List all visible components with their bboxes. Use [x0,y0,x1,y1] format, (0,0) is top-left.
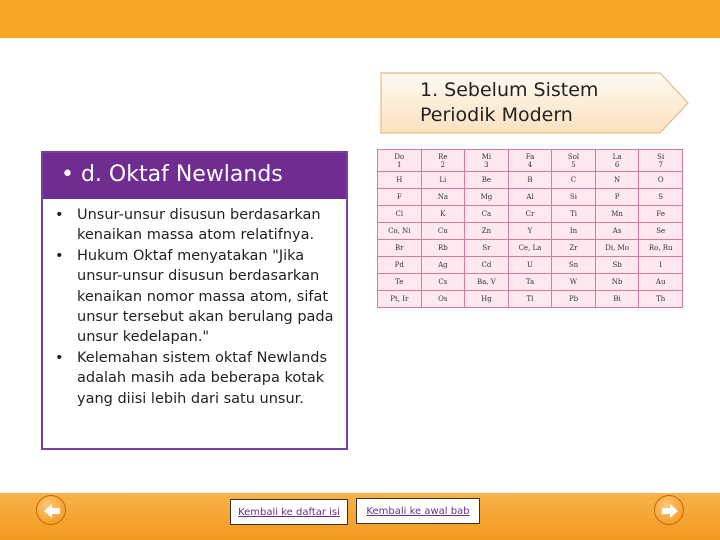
element-cell: Pb [552,291,596,308]
arrow-right-icon [660,501,680,521]
note-name: Mi [481,152,492,161]
table-row [378,223,683,240]
element-cell: Cd [465,257,509,274]
table-row [378,189,683,206]
element-cell: Ca [465,206,509,223]
element-cell: Pd [378,257,422,274]
element-cell: Hg [465,291,509,308]
element-cell: Cr [508,206,552,223]
element-cell: Y [508,223,552,240]
element-cell: Li [421,172,465,189]
element-cell: F [378,189,422,206]
element-cell: N [595,172,639,189]
element-cell: S [639,189,683,206]
element-cell: B [508,172,552,189]
table-row [378,206,683,223]
element-cell: Di, Mo [595,240,639,257]
top-bar [0,0,720,38]
table-header-cell [465,150,509,172]
bullet-dot: • [55,207,64,223]
note-number: 1 [397,160,402,169]
bullet-list [49,205,345,409]
element-cell: Os [421,291,465,308]
element-cell: Br [378,240,422,257]
element-cell: I [639,257,683,274]
note-name: Fa [525,152,535,161]
table-header-row [378,150,683,172]
slide-title-line2: Periodik Modern [420,104,573,126]
bullet-dot: • [55,247,64,264]
bullet-item [49,205,345,246]
element-cell: Sb [595,257,639,274]
section-title: • d. Oktaf Newlands [61,162,283,187]
element-cell: Se [639,223,683,240]
element-cell: Sr [465,240,509,257]
element-cell: Nb [595,274,639,291]
table-header-cell [552,150,596,172]
element-cell: Ta [508,274,552,291]
element-cell: Ti [552,206,596,223]
bullet-text: Unsur-unsur disusun berdasarkan kenaikan massa atom relatifnya. [77,207,321,244]
element-cell: Al [508,189,552,206]
table-row [378,291,683,308]
element-cell: P [595,189,639,206]
slide-title [420,78,660,128]
slide-title-line1: 1. Sebelum Sistem [420,79,599,101]
table-row [378,240,683,257]
element-cell: Ba, V [465,274,509,291]
element-cell: W [552,274,596,291]
element-cell: Tl [508,291,552,308]
bullet-item [49,246,345,348]
element-cell: U [508,257,552,274]
element-cell: Rb [421,240,465,257]
note-number: 2 [440,160,446,169]
table-header-cell [639,150,683,172]
bullet-text: Hukum Oktaf menyatakan "Jika unsur-unsur disusun berdasarkan kenaikan nomor massa atom, sifat unsur tersebut akan berulang pada unsur kedelapan." [77,247,334,346]
element-cell: O [639,172,683,189]
element-cell: Th [639,291,683,308]
note-number: 6 [614,160,620,169]
arrow-left-icon [42,501,62,521]
element-cell: Be [465,172,509,189]
element-cell: Bi [595,291,639,308]
bullet-item [49,348,345,409]
note-number: 5 [571,160,576,169]
element-cell: As [595,223,639,240]
section-header [43,153,346,199]
table-header-cell [508,150,552,172]
note-name: La [612,152,622,161]
newlands-octave-table [377,149,683,308]
table-row [378,257,683,274]
element-cell: Pt, Ir [378,291,422,308]
element-cell: Cl [378,206,422,223]
element-cell: Au [639,274,683,291]
bullet-text: Kelemahan sistem oktaf Newlands adalah masih ada beberapa kotak yang diisi lebih dari satu unsur. [77,349,328,407]
note-name: Re [438,152,448,161]
element-cell: Cs [421,274,465,291]
note-name: Do [394,152,405,161]
table-row [378,274,683,291]
element-cell: Co, Ni [378,223,422,240]
note-name: Sol [567,152,580,161]
element-cell: Mn [595,206,639,223]
back-to-contents-button[interactable] [230,499,348,525]
element-cell: Na [421,189,465,206]
back-to-chapter-start-button[interactable] [356,498,480,524]
next-slide-button[interactable] [654,495,684,525]
element-cell: Te [378,274,422,291]
previous-slide-button[interactable] [36,495,66,525]
table-header-cell [595,150,639,172]
element-cell: In [552,223,596,240]
table-header-cell [421,150,465,172]
element-cell: Ro, Ru [639,240,683,257]
element-cell: Ag [421,257,465,274]
element-cell: K [421,206,465,223]
note-name: Si [657,152,665,161]
note-number: 4 [527,160,533,169]
element-cell: Zr [552,240,596,257]
element-cell: H [378,172,422,189]
back-to-contents-label: Kembali ke daftar isi [238,506,340,518]
content-box [41,151,348,450]
bullet-dot: • [55,349,64,366]
note-number: 7 [658,160,663,169]
note-number: 3 [484,160,489,169]
element-cell: Zn [465,223,509,240]
element-cell: Cu [421,223,465,240]
title-banner [380,72,690,134]
element-cell: Ce, La [508,240,552,257]
element-cell: C [552,172,596,189]
back-to-chapter-start-label: Kembali ke awal bab [366,505,470,517]
element-cell: Sn [552,257,596,274]
element-cell: Mg [465,189,509,206]
element-cell: Si [552,189,596,206]
element-cell: Fe [639,206,683,223]
table-row [378,172,683,189]
table-header-cell [378,150,422,172]
